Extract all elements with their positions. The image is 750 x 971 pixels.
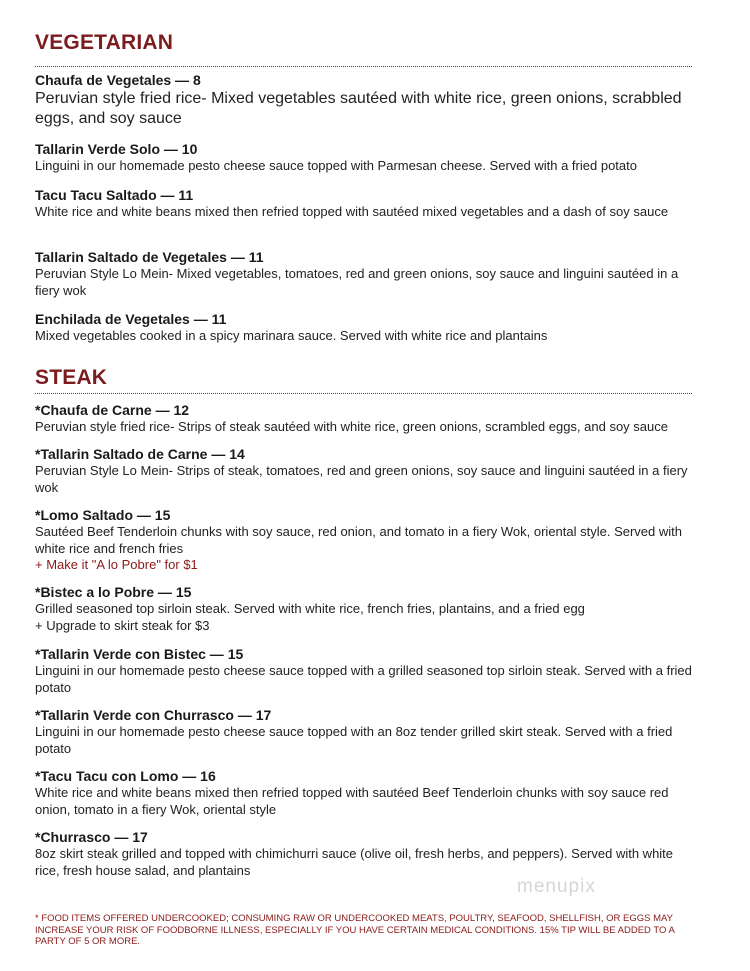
menu-item: [35, 829, 695, 879]
item-name: Tallarin Verde Solo — 10: [35, 141, 198, 157]
item-description: Linguini in our homemade pesto cheese sauce topped with Parmesan cheese. Served with a fried potato: [35, 158, 637, 173]
menu-item: [35, 311, 695, 345]
item-name: *Tallarin Verde con Bistec — 15: [35, 646, 244, 662]
item-description: 8oz skirt steak grilled and topped with chimichurri sauce (olive oil, fresh herbs, and peppers). Served with white rice, fresh house salad, and plantains: [35, 846, 674, 878]
item-description: Peruvian Style Lo Mein- Mixed vegetables, tomatoes, red and green onions, soy sauce and linguini sautéed in a fiery wok: [35, 266, 679, 298]
menu-item: [35, 646, 695, 696]
menu-item: [35, 707, 695, 757]
item-name: *Bistec a lo Pobre — 15: [35, 584, 192, 600]
section-title-steak: STEAK: [35, 366, 108, 389]
item-name: Tallarin Saltado de Vegetales — 11: [35, 249, 264, 265]
item-name: *Lomo Saltado — 15: [35, 507, 171, 523]
menu-item: [35, 402, 695, 436]
menu-item: [35, 72, 695, 128]
item-name: Tacu Tacu Saltado — 11: [35, 187, 194, 203]
section-divider: [35, 393, 692, 394]
section-title-vegetarian: VEGETARIAN: [35, 31, 174, 54]
item-description: Linguini in our homemade pesto cheese sauce topped with an 8oz tender grilled skirt steak. Served with a fried potato: [35, 724, 673, 756]
item-description: White rice and white beans mixed then refried topped with sautéed mixed vegetables and a dash of soy sauce: [35, 204, 669, 219]
menu-item: [35, 187, 695, 221]
menupix-watermark: menupix: [517, 876, 596, 897]
item-name: *Tacu Tacu con Lomo — 16: [35, 768, 216, 784]
menu-item: [35, 141, 695, 175]
item-name: *Tallarin Verde con Churrasco — 17: [35, 707, 272, 723]
item-name: *Chaufa de Carne — 12: [35, 402, 190, 418]
item-description: Linguini in our homemade pesto cheese sauce topped with a grilled seasoned top sirloin steak. Served with a fried potato: [35, 663, 692, 695]
item-name: Enchilada de Vegetales — 11: [35, 311, 227, 327]
item-description: Sautéed Beef Tenderloin chunks with soy sauce, red onion, and tomato in a fiery Wok, oriental style. Served with white rice and french fries: [35, 524, 682, 556]
item-name: *Churrasco — 17: [35, 829, 148, 845]
item-description: Peruvian style fried rice- Mixed vegetables sautéed with white rice, green onions, scrabbled eggs, and soy sauce: [35, 90, 682, 127]
food-safety-disclaimer: * FOOD ITEMS OFFERED UNDERCOOKED; CONSUMING RAW OR UNDERCOOKED MEATS, POULTRY, SEAFOOD, SHELLFISH, OR EGGS MAY INCREASE YOUR RISK OF FOODBORNE ILLNESS, ESPECIALLY IF YOU HAVE CERTAIN MEDICAL CONDITIONS. 15% TIP WILL BE ADDED TO A PARTY OF 5 OR MORE.: [35, 913, 675, 947]
menu-item: [35, 507, 695, 574]
menu-item: [35, 249, 695, 299]
item-upgrade-note: + Upgrade to skirt steak for $3: [35, 617, 210, 633]
item-description: Peruvian style fried rice- Strips of steak sautéed with white rice, green onions, scrambled eggs, and soy sauce: [35, 419, 668, 434]
item-upgrade-note: + Make it "A lo Pobre" for $1: [35, 557, 198, 572]
menu-item: [35, 768, 695, 818]
menu-item: [35, 584, 695, 634]
section-divider: [35, 66, 692, 67]
item-name: Chaufa de Vegetales — 8: [35, 72, 201, 88]
item-description: Mixed vegetables cooked in a spicy marinara sauce. Served with white rice and plantains: [35, 328, 548, 343]
item-description: White rice and white beans mixed then refried topped with sautéed Beef Tenderloin chunks with soy sauce red onion, tomato in a fiery Wok, oriental style: [35, 785, 669, 817]
item-name: *Tallarin Saltado de Carne — 14: [35, 446, 245, 462]
item-description: Peruvian Style Lo Mein- Strips of steak, tomatoes, red and green onions, soy sauce and linguini sautéed in a fiery wok: [35, 463, 688, 495]
menu-item: [35, 446, 695, 496]
item-description: Grilled seasoned top sirloin steak. Served with white rice, french fries, plantains, and a fried egg: [35, 601, 585, 616]
